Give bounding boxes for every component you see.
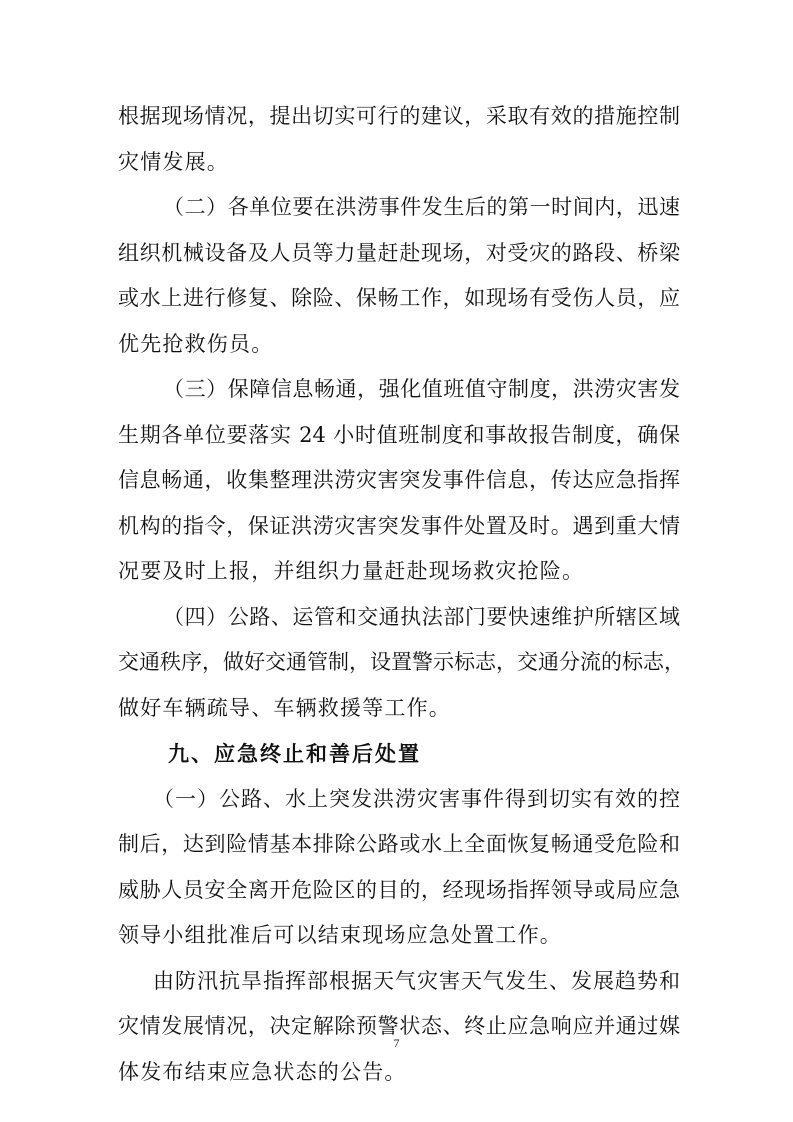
paragraph-line: 灾情发展。 xyxy=(118,149,229,174)
body-text xyxy=(118,94,685,1095)
paragraph-line: 做好车辆疏导、车辆救援等工作。 xyxy=(118,695,451,720)
paragraph-line: 况要及时上报，并组织力量赶赴现场救灾抢险。 xyxy=(118,559,585,583)
paragraph-line: 体发布结束应急状态的公告。 xyxy=(118,1059,407,1084)
paragraph-line: 机构的指令，保证洪涝灾害突发事件处置及时。遇到重大情 xyxy=(118,513,680,538)
paragraph-line: 威胁人员安全离开危险区的目的，经现场指挥领导或局应急 xyxy=(118,877,680,902)
paragraph-line: 根据现场情况，提出切实可行的建议，采取有效的措施控制 xyxy=(118,104,680,128)
paragraph-line: （四）公路、运管和交通执法部门要快速维护所辖区域 xyxy=(163,604,680,629)
paragraph-line: 交通秩序，做好交通管制，设置警示标志，交通分流的标志， xyxy=(118,650,685,674)
paragraph-line: 领导小组批准后可以结束现场应急处置工作。 xyxy=(118,923,562,947)
paragraph-line: 组织机械设备及人员等力量赶赴现场，对受灾的路段、桥梁 xyxy=(118,240,680,265)
paragraph-line: （一）公路、水上突发洪涝灾害事件得到切实有效的控 xyxy=(153,786,680,811)
page-number: 7 xyxy=(393,1036,400,1050)
paragraph-line: 由防汛抗旱指挥部根据天气灾害天气发生、发展趋势和 xyxy=(153,968,680,993)
paragraph-line: 优先抢救伤员。 xyxy=(118,331,274,356)
paragraph-line: 制后，达到险情基本排除公路或水上全面恢复畅通受危险和 xyxy=(118,832,680,856)
section-heading: 九、应急终止和善后处置 xyxy=(168,741,421,766)
paragraph-line: 灾情发展情况，决定解除预警状态、终止应急响应并通过媒 xyxy=(118,1014,680,1038)
paragraph-line: （三）保障信息畅通，强化值班值守制度，洪涝灾害发 xyxy=(163,377,680,401)
paragraph-line: 信息畅通，收集整理洪涝灾害突发事件信息，传达应急指挥 xyxy=(118,468,680,492)
paragraph-line: （二）各单位要在洪涝事件发生后的第一时间内，迅速 xyxy=(163,195,680,219)
paragraph-line: 或水上进行修复、除险、保畅工作，如现场有受伤人员，应 xyxy=(118,286,680,310)
paragraph-line: 生期各单位要落实 24 小时值班制度和事故报告制度，确保 xyxy=(118,422,680,447)
